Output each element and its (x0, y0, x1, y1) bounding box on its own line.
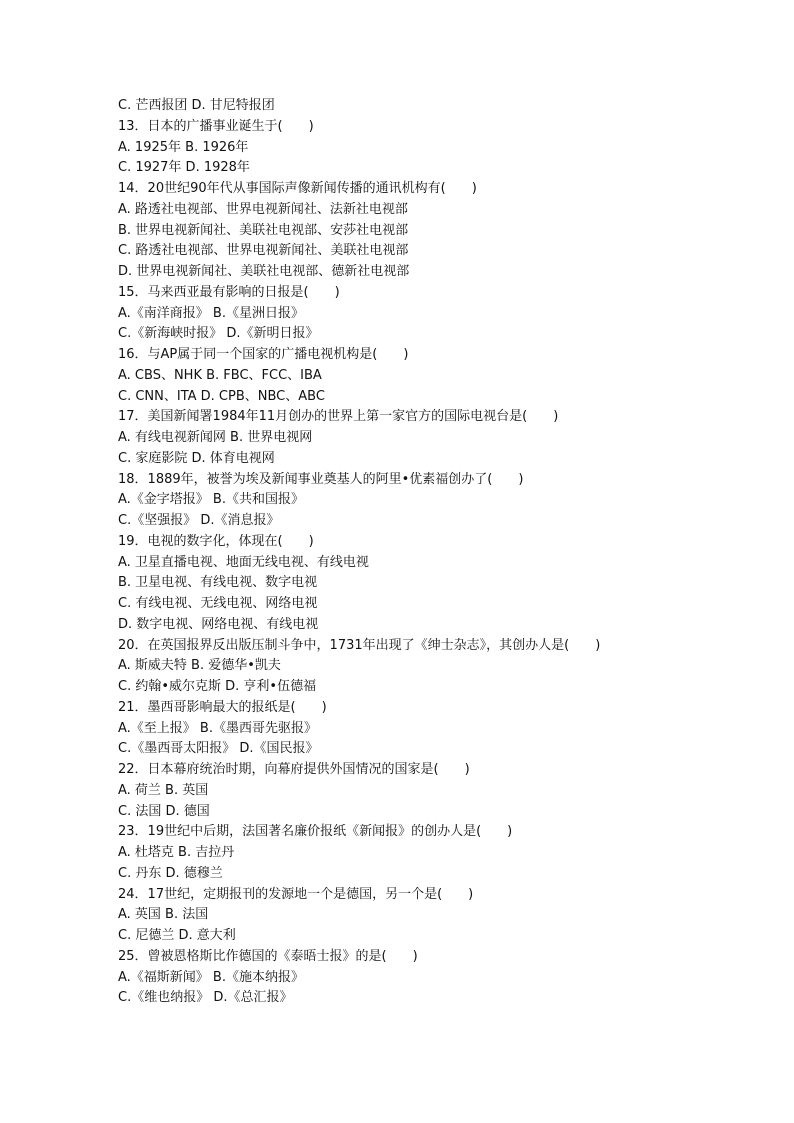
option-line: A. 路透社电视部、世界电视新闻社、法新社电视部 (118, 201, 408, 217)
option-line: C. 有线电视、无线电视、网络电视 (118, 596, 318, 611)
option-line: A.《金字塔报》 B.《共和国报》 (118, 492, 304, 508)
option-line: A. 卫星直播电视、地面无线电视、有线电视 (118, 554, 369, 570)
question-line: 22．日本幕府统治时期，向幕府提供外国情况的国家是( ) (118, 762, 470, 777)
option-line: A. 斯威夫特 B. 爱德华•凯夫 (118, 658, 281, 674)
option-line: C.《维也纳报》 D.《总汇报》 (118, 990, 293, 1006)
option-line: C. 家庭影院 D. 体育电视网 (118, 450, 275, 466)
option-line: C.《新海峡时报》 D.《新明日报》 (118, 326, 319, 342)
option-line: A.《福斯新闻》 B.《施本纳报》 (118, 969, 304, 985)
option-line: C. CNN、ITA D. CPB、NBC、ABC (118, 388, 325, 404)
question-line: 23．19世纪中后期，法国著名廉价报纸《新闻报》的创办人是( ) (118, 824, 513, 840)
option-line: C. 约翰•威尔克斯 D. 亨利•伍德福 (118, 679, 317, 694)
option-line: A. 荷兰 B. 英国 (118, 782, 209, 798)
option-line: D. 世界电视新闻社、美联社电视部、德新社电视部 (118, 264, 410, 279)
question-line: 16．与AP属于同一个国家的广播电视机构是( ) (118, 347, 409, 362)
option-line: A. 英国 B. 法国 (118, 907, 209, 923)
option-line: C. 芒西报团 D. 甘尼特报团 (118, 98, 275, 113)
option-line: C. 路透社电视部、世界电视新闻社、美联社电视部 (118, 243, 409, 259)
question-line: 17．美国新闻署1984年11月创办的世界上第一家官方的国际电视台是( ) (118, 409, 559, 425)
option-line: A.《南洋商报》 B.《星洲日报》 (118, 305, 304, 321)
option-line: D. 数字电视、网络电视、有线电视 (118, 616, 319, 632)
option-line: C. 尼德兰 D. 意大利 (118, 928, 236, 943)
option-line: B. 世界电视新闻社、美联社电视部、安莎社电视部 (118, 222, 409, 238)
question-line: 21．墨西哥影响最大的报纸是( ) (118, 699, 327, 715)
option-line: C.《墨西哥太阳报》 D.《国民报》 (118, 741, 319, 757)
question-line: 13．日本的广播事业诞生于( ) (118, 118, 314, 134)
option-line: A. 1925年 B. 1926年 (118, 139, 249, 155)
option-line: A. 有线电视新闻网 B. 世界电视网 (118, 430, 313, 445)
option-line: A.《至上报》 B.《墨西哥先驱报》 (118, 720, 317, 736)
option-line: A. 杜塔克 B. 吉拉丹 (118, 845, 235, 860)
question-line: 25．曾被恩格斯比作德国的《泰晤士报》的是( ) (118, 948, 418, 964)
option-line: C. 丹东 D. 德穆兰 (118, 865, 223, 881)
question-line: 20．在英国报界反出版压制斗争中，1731年出现了《绅士杂志》，其创办人是( ) (118, 637, 601, 653)
question-line: 19．电视的数字化，体现在( ) (118, 533, 314, 549)
question-line: 18．1889年，被誉为埃及新闻事业奠基人的阿里•优素福创办了( ) (118, 471, 524, 487)
document-page (118, 96, 758, 1009)
option-line: B. 卫星电视、有线电视、数字电视 (118, 575, 318, 591)
question-line: 15．马来西亚最有影响的日报是( ) (118, 284, 340, 300)
option-line: C. 法国 D. 德国 (118, 803, 210, 819)
question-line: 14．20世纪90年代从事国际声像新闻传播的通讯机构有( ) (118, 181, 477, 196)
option-line: C. 1927年 D. 1928年 (118, 160, 250, 176)
option-line: C.《坚强报》 D.《消息报》 (118, 513, 280, 528)
question-line: 24．17世纪，定期报刊的发源地一个是德国，另一个是( ) (118, 886, 474, 902)
option-line: A. CBS、NHK B. FBC、FCC、IBA (118, 367, 322, 383)
